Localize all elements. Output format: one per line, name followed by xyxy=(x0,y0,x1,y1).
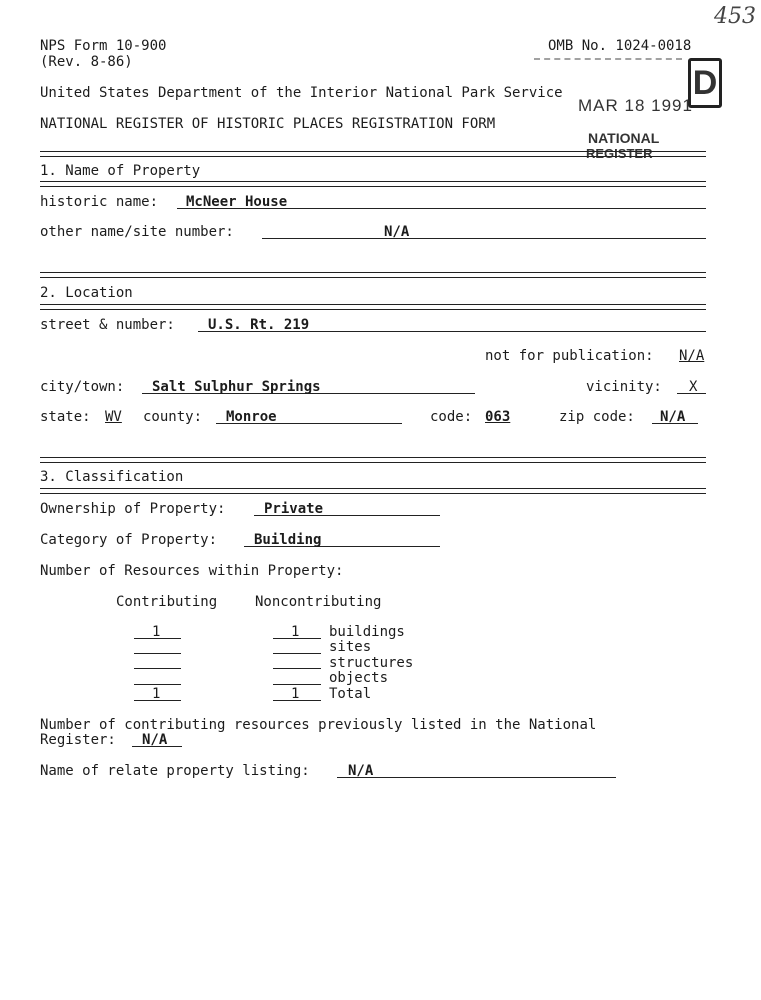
category-label: Category of Property: xyxy=(40,532,218,548)
contributing-blank xyxy=(134,653,181,654)
zip-label: zip code: xyxy=(559,409,635,425)
contributing-column-header: Contributing xyxy=(116,594,218,610)
not-for-publication-label: not for publication: xyxy=(485,348,654,364)
section-rule xyxy=(40,304,706,310)
noncontributing-column-header: Noncontributing xyxy=(255,594,382,610)
not-for-publication-value: N/A xyxy=(679,348,705,364)
vicinity-label: vicinity: xyxy=(586,379,662,395)
ownership-label: Ownership of Property: xyxy=(40,501,226,517)
section-rule xyxy=(40,181,706,187)
city-label: city/town: xyxy=(40,379,125,395)
section-heading: 2. Location xyxy=(40,285,133,301)
related-listing-underline xyxy=(337,777,616,778)
noncontributing-blank xyxy=(273,684,321,685)
other-name-underline xyxy=(262,238,706,239)
resource-type-label: Total xyxy=(329,686,372,702)
related-listing-label: Name of relate property listing: xyxy=(40,763,310,779)
zip-value: N/A xyxy=(660,409,686,425)
stamp-line-2: REGISTER xyxy=(586,146,653,161)
county-value: Monroe xyxy=(226,409,277,425)
previously-listed-label-cont: Register: xyxy=(40,732,116,748)
noncontributing-total: 1 xyxy=(291,686,300,702)
street-value: U.S. Rt. 219 xyxy=(208,317,310,333)
historic-name-value: McNeer House xyxy=(186,194,288,210)
other-name-value: N/A xyxy=(384,224,410,240)
other-name-label: other name/site number: xyxy=(40,224,234,240)
section-rule xyxy=(40,272,706,278)
contributing-blank xyxy=(134,684,181,685)
form-revision: (Rev. 8-86) xyxy=(40,54,133,70)
ownership-value: Private xyxy=(264,501,324,517)
category-value: Building xyxy=(254,532,322,548)
state-label: state: xyxy=(40,409,91,425)
noncontributing-blank xyxy=(273,653,321,654)
handwritten-page-number: 453 xyxy=(714,4,756,29)
noncontributing-blank xyxy=(273,668,321,669)
related-listing-value: N/A xyxy=(348,763,374,779)
department-line: United States Department of the Interior National Park Service xyxy=(40,85,563,101)
city-value: Salt Sulphur Springs xyxy=(152,379,321,395)
resource-type-label: buildings xyxy=(329,624,405,640)
resource-type-label: objects xyxy=(329,670,389,686)
previously-listed-value: N/A xyxy=(142,732,168,748)
section-rule xyxy=(40,151,706,157)
previously-listed-label: Number of contributing resources previously listed in the National xyxy=(40,717,597,733)
contributing-total: 1 xyxy=(152,686,161,702)
code-value: 063 xyxy=(485,409,511,425)
section-heading: 3. Classification xyxy=(40,469,184,485)
omb-number: OMB No. 1024-0018 xyxy=(548,38,692,54)
resources-label: Number of Resources within Property: xyxy=(40,563,344,579)
stamp-faded-text xyxy=(534,58,682,84)
resource-type-label: structures xyxy=(329,655,414,671)
section-heading: 1. Name of Property xyxy=(40,163,201,179)
state-value: WV xyxy=(105,409,122,425)
contributing-blank xyxy=(134,668,181,669)
section-rule xyxy=(40,488,706,494)
code-label: code: xyxy=(430,409,473,425)
form-title: NATIONAL REGISTER OF HISTORIC PLACES REGISTRATION FORM xyxy=(40,116,496,132)
vicinity-value: X xyxy=(689,379,698,395)
form-number: NPS Form 10-900 xyxy=(40,38,167,54)
stamp-date: MAR 18 1991 xyxy=(578,96,693,115)
county-label: county: xyxy=(143,409,203,425)
contributing-count: 1 xyxy=(152,624,161,640)
resource-type-label: sites xyxy=(329,639,372,655)
street-label: street & number: xyxy=(40,317,175,333)
stamp-line-1: NATIONAL xyxy=(588,130,660,146)
stamp-letter-box: D xyxy=(688,58,722,108)
section-rule xyxy=(40,457,706,463)
noncontributing-count: 1 xyxy=(291,624,300,640)
historic-name-label: historic name: xyxy=(40,194,159,210)
